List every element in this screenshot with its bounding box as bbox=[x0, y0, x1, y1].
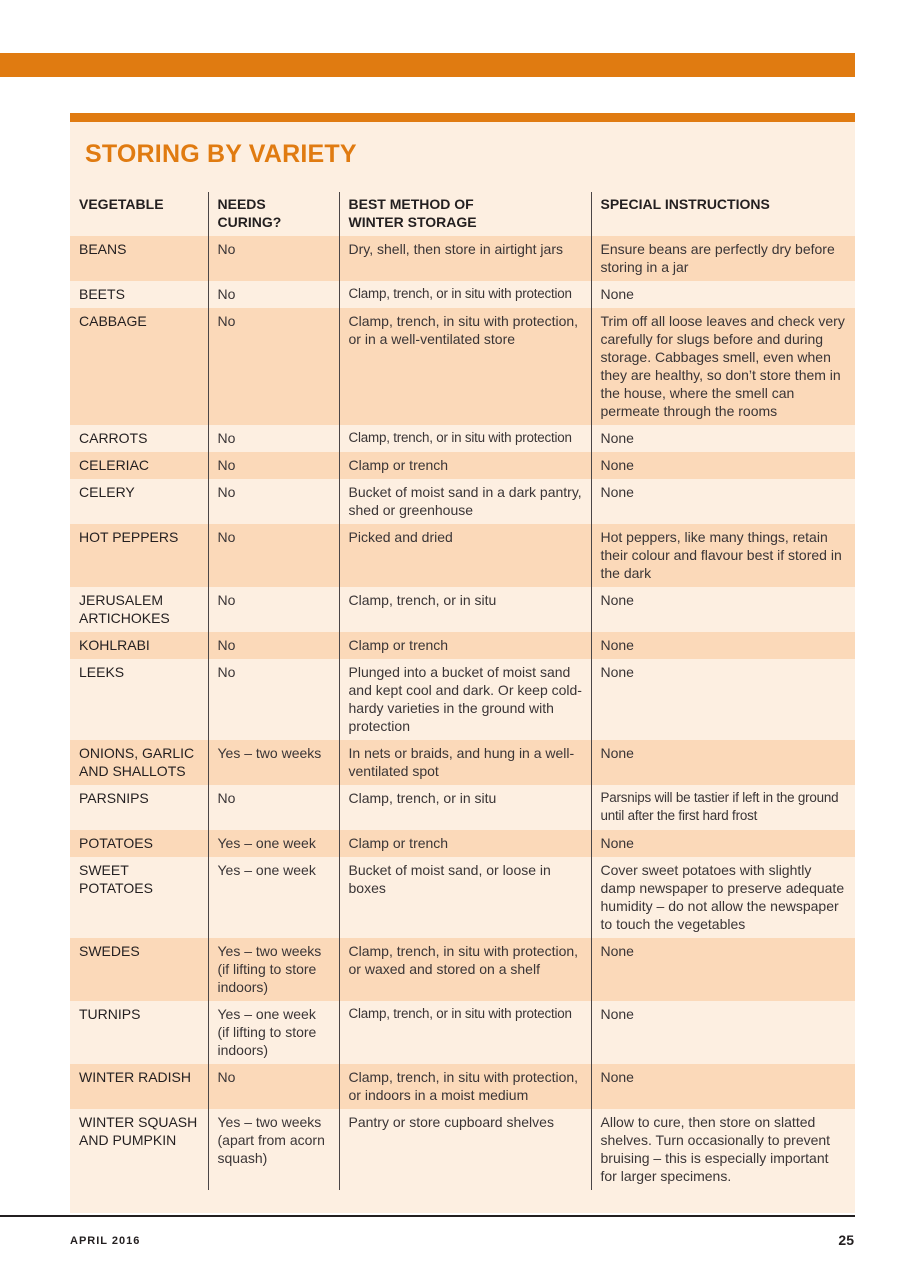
vegetable-cell: CABBAGE bbox=[70, 308, 208, 425]
vegetable-cell: BEANS bbox=[70, 236, 208, 281]
table-row bbox=[70, 1001, 855, 1064]
instructions-cell: Hot peppers, like many things, retain their colour and flavour best if stored in the dark bbox=[591, 524, 855, 587]
curing-cell: No bbox=[208, 1064, 339, 1109]
instructions-cell: None bbox=[591, 830, 855, 857]
method-cell: Dry, shell, then store in airtight jars bbox=[339, 236, 591, 281]
table-row bbox=[70, 857, 855, 938]
curing-cell: No bbox=[208, 632, 339, 659]
instructions-cell: None bbox=[591, 659, 855, 740]
curing-cell: No bbox=[208, 425, 339, 452]
method-cell: In nets or braids, and hung in a well-ventilated spot bbox=[339, 740, 591, 785]
instructions-cell: None bbox=[591, 281, 855, 308]
header-storage-method bbox=[339, 192, 591, 236]
instructions-cell: None bbox=[591, 479, 855, 524]
table-row bbox=[70, 830, 855, 857]
table-row bbox=[70, 236, 855, 281]
method-cell: Pantry or store cupboard shelves bbox=[339, 1109, 591, 1190]
curing-cell: Yes – one week bbox=[208, 857, 339, 938]
instructions-cell: None bbox=[591, 740, 855, 785]
table-header-row bbox=[70, 192, 855, 236]
table-row bbox=[70, 659, 855, 740]
method-cell: Clamp, trench, or in situ with protection bbox=[339, 425, 591, 452]
method-cell: Clamp, trench, or in situ with protection bbox=[339, 281, 591, 308]
curing-cell: No bbox=[208, 308, 339, 425]
curing-cell: Yes – one week (if lifting to store indoors) bbox=[208, 1001, 339, 1064]
method-cell: Clamp or trench bbox=[339, 452, 591, 479]
method-cell: Clamp or trench bbox=[339, 830, 591, 857]
method-cell: Picked and dried bbox=[339, 524, 591, 587]
instructions-cell: Parsnips will be tastier if left in the ground until after the first hard frost bbox=[591, 785, 855, 830]
curing-cell: No bbox=[208, 479, 339, 524]
curing-cell: Yes – two weeks (if lifting to store indoors) bbox=[208, 938, 339, 1001]
table-row bbox=[70, 785, 855, 830]
header-storage-method-line2: WINTER STORAGE bbox=[348, 214, 477, 230]
curing-cell: No bbox=[208, 281, 339, 308]
instructions-cell: None bbox=[591, 425, 855, 452]
instructions-cell: None bbox=[591, 452, 855, 479]
header-needs-curing: NEEDS CURING? bbox=[208, 192, 339, 236]
header-storage-method-line1: BEST METHOD OF bbox=[348, 196, 474, 212]
vegetable-cell: JERUSALEM ARTICHOKES bbox=[79, 592, 170, 626]
vegetable-cell: BEETS bbox=[79, 286, 125, 302]
vegetable-cell: POTATOES bbox=[70, 830, 208, 857]
instructions-cell: None bbox=[591, 1064, 855, 1109]
storage-table bbox=[70, 192, 855, 1190]
footer-issue-date: APRIL 2016 bbox=[70, 1235, 141, 1247]
instructions-cell: None bbox=[591, 938, 855, 1001]
method-cell: Plunged into a bucket of moist sand and kept cool and dark. Or keep cold-hardy varieties in the ground with protection bbox=[339, 659, 591, 740]
instructions-cell: Cover sweet potatoes with slightly damp newspaper to preserve adequate humidity – do not allow the newspaper to touch the vegetables bbox=[591, 857, 855, 938]
instructions-cell: Ensure beans are perfectly dry before storing in a jar bbox=[591, 236, 855, 281]
method-cell: Clamp, trench, or in situ bbox=[339, 587, 591, 632]
method-cell: Clamp, trench, in situ with protection, or in a well-ventilated store bbox=[339, 308, 591, 425]
table-row bbox=[70, 281, 855, 308]
top-accent-bar bbox=[0, 53, 855, 77]
curing-cell: No bbox=[208, 659, 339, 740]
vegetable-cell: WINTER RADISH bbox=[70, 1064, 208, 1109]
instructions-cell: None bbox=[591, 632, 855, 659]
table-row bbox=[70, 587, 855, 632]
table-row bbox=[70, 1109, 855, 1190]
vegetable-cell: ONIONS, GARLIC AND SHALLOTS bbox=[70, 740, 208, 785]
vegetable-cell: TURNIPS bbox=[79, 1006, 141, 1022]
table-row bbox=[70, 452, 855, 479]
vegetable-cell: WINTER SQUASH AND PUMPKIN bbox=[79, 1114, 198, 1148]
curing-cell: No bbox=[208, 452, 339, 479]
vegetable-cell: CELERY bbox=[79, 484, 135, 500]
table-row bbox=[70, 524, 855, 587]
instructions-cell: None bbox=[591, 1001, 855, 1064]
vegetable-cell: KOHLRABI bbox=[70, 632, 208, 659]
method-cell: Bucket of moist sand in a dark pantry, shed or greenhouse bbox=[339, 479, 591, 524]
vegetable-cell: LEEKS bbox=[79, 664, 125, 680]
storage-panel bbox=[70, 113, 855, 1213]
header-special-instructions: SPECIAL INSTRUCTIONS bbox=[591, 192, 855, 236]
table-row bbox=[70, 632, 855, 659]
curing-cell: Yes – two weeks bbox=[208, 740, 339, 785]
method-cell: Clamp, trench, or in situ with protection bbox=[339, 1001, 591, 1064]
footer-page-number: 25 bbox=[838, 1232, 854, 1248]
vegetable-cell: SWEDES bbox=[70, 938, 208, 1001]
method-cell: Bucket of moist sand, or loose in boxes bbox=[339, 857, 591, 938]
instructions-cell: None bbox=[591, 587, 855, 632]
vegetable-cell: CARROTS bbox=[79, 430, 148, 446]
table-row bbox=[70, 740, 855, 785]
header-vegetable: VEGETABLE bbox=[79, 196, 164, 212]
table-row bbox=[70, 308, 855, 425]
method-cell: Clamp, trench, or in situ bbox=[339, 785, 591, 830]
curing-cell: No bbox=[208, 236, 339, 281]
curing-cell: Yes – one week bbox=[208, 830, 339, 857]
method-cell: Clamp, trench, in situ with protection, or indoors in a moist medium bbox=[339, 1064, 591, 1109]
bottom-rule bbox=[0, 1215, 855, 1217]
vegetable-cell: PARSNIPS bbox=[79, 790, 149, 806]
page-title: STORING BY VARIETY bbox=[85, 140, 357, 168]
table-row bbox=[70, 479, 855, 524]
instructions-cell: Trim off all loose leaves and check very carefully for slugs before and during storage. Cabbages smell, even when they are healthy, so don’t store them in the house, where the smell can permeate through the rooms bbox=[591, 308, 855, 425]
method-cell: Clamp, trench, in situ with protection, or waxed and stored on a shelf bbox=[339, 938, 591, 1001]
method-cell: Clamp or trench bbox=[339, 632, 591, 659]
table-row bbox=[70, 425, 855, 452]
curing-cell: No bbox=[208, 587, 339, 632]
instructions-cell: Allow to cure, then store on slatted shelves. Turn occasionally to prevent bruising – this is especially important for larger specimens. bbox=[591, 1109, 855, 1190]
curing-cell: No bbox=[208, 524, 339, 587]
vegetable-cell: SWEET POTATOES bbox=[79, 862, 153, 896]
vegetable-cell: CELERIAC bbox=[70, 452, 208, 479]
vegetable-cell: HOT PEPPERS bbox=[70, 524, 208, 587]
curing-cell: No bbox=[208, 785, 339, 830]
table-row bbox=[70, 938, 855, 1001]
table-row bbox=[70, 1064, 855, 1109]
curing-cell: Yes – two weeks (apart from acorn squash) bbox=[208, 1109, 339, 1190]
